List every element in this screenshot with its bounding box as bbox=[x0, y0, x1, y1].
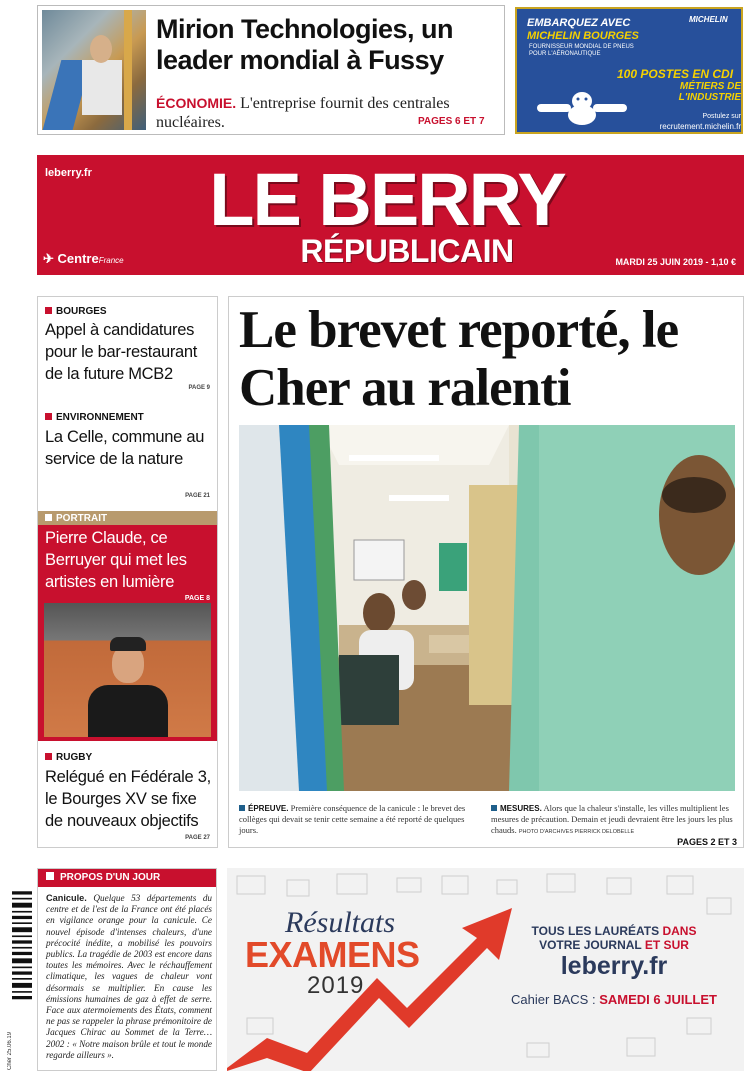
headline-bourges[interactable]: Appel à candidatures pour le bar-restaurant de la future MCB2 bbox=[45, 321, 198, 383]
teaser-body bbox=[156, 94, 456, 132]
centre-france-icon: ✈ bbox=[43, 251, 54, 266]
centre-france-logo: ✈ CentreFrance bbox=[43, 251, 124, 266]
masthead bbox=[37, 155, 744, 275]
michelin-man-icon bbox=[527, 87, 637, 127]
page-ref-rugby: PAGE 27 bbox=[185, 835, 210, 841]
propos-box bbox=[37, 868, 217, 1071]
ad-jobs: 100 POSTES EN CDI bbox=[617, 67, 734, 81]
exam-results-promo[interactable] bbox=[227, 868, 744, 1071]
section-environnement: ENVIRONNEMENT bbox=[45, 412, 144, 423]
section-rugby: RUGBY bbox=[45, 752, 92, 763]
caption-epreuve: ÉPREUVE. Première conséquence de la canicule : le brevet des collèges qui devait se tenir cette semaine a été reporté de quelques jours. bbox=[239, 803, 466, 835]
exam-script-title: Résultats bbox=[285, 906, 395, 939]
exam-line1: TOUS LES LAURÉATS DANS bbox=[531, 924, 697, 938]
masthead-subtitle: RÉPUBLICAIN bbox=[300, 233, 514, 269]
headline-environnement[interactable]: La Celle, commune au service de la nature bbox=[45, 428, 205, 468]
page-ref-environnement: PAGE 21 bbox=[185, 493, 210, 499]
exam-site[interactable]: leberry.fr bbox=[560, 952, 668, 980]
propos-title: PROPOS D'UN JOUR bbox=[46, 872, 160, 883]
ad-line2: MICHELIN BOURGES bbox=[527, 30, 639, 42]
exam-big-title: EXAMENS bbox=[245, 934, 420, 975]
masthead-title: LE BERRY bbox=[209, 158, 565, 241]
ad-apply-url[interactable]: recrutement.michelin.fr bbox=[659, 122, 741, 131]
teaser-text: L'entreprise fournit des centrales nucléaires. bbox=[156, 95, 450, 131]
masthead-url[interactable]: leberry.fr bbox=[45, 167, 92, 179]
michelin-ad[interactable] bbox=[515, 7, 743, 134]
section-portrait: PORTRAIT bbox=[45, 513, 107, 524]
issue-date-price: MARDI 25 JUIN 2019 - 1,10 € bbox=[615, 257, 736, 267]
exam-line2: VOTRE JOURNAL ET SUR bbox=[539, 938, 689, 952]
main-article bbox=[228, 296, 744, 848]
teaser-kicker: ÉCONOMIE. bbox=[156, 95, 237, 111]
ad-line3: FOURNISSEUR MONDIAL DE PNEUS POUR L'AÉRONAUTIQUE bbox=[529, 44, 634, 57]
left-column bbox=[37, 296, 218, 848]
barcode-meta: Cher 25.06.19 bbox=[7, 1031, 13, 1070]
ad-apply-label: Postulez sur bbox=[702, 113, 741, 120]
main-headline[interactable]: Le brevet reporté, le Cher au ralenti bbox=[239, 301, 679, 417]
exam-line4: Cahier BACS : SAMEDI 6 JUILLET bbox=[511, 992, 717, 1007]
portrait-photo bbox=[44, 603, 211, 737]
exam-year: 2019 bbox=[307, 972, 365, 999]
teaser-title[interactable]: Mirion Technologies, un leader mondial à Fussy bbox=[156, 14, 453, 75]
michelin-logo: MICHELIN bbox=[689, 15, 728, 24]
page-ref-portrait: PAGE 8 bbox=[184, 595, 210, 602]
caption-mesures: MESURES. Alors que la chaleur s'installe, les villes multiplient les mesures de précaution. Demain et jeudi devraient être les jours les plus chauds. PHOTO D'ARCHIVES PIERRICK DELOBELLE bbox=[491, 803, 733, 835]
classroom-photo bbox=[239, 425, 735, 791]
teaser-photo bbox=[42, 10, 146, 130]
page-ref-bourges: PAGE 9 bbox=[188, 385, 210, 391]
ad-line1: EMBARQUEZ AVEC bbox=[527, 17, 631, 29]
photo-credit: PHOTO D'ARCHIVES PIERRICK DELOBELLE bbox=[518, 829, 635, 835]
main-pages: PAGES 2 ET 3 bbox=[677, 837, 737, 847]
headline-rugby[interactable]: Relégué en Fédérale 3, le Bourges XV se fixe de nouveaux objectifs bbox=[45, 768, 211, 830]
teaser-box[interactable] bbox=[37, 5, 505, 135]
portrait-box[interactable] bbox=[38, 511, 217, 741]
section-bourges: BOURGES bbox=[45, 306, 107, 317]
headline-portrait[interactable]: Pierre Claude, ce Berruyer qui met les artistes en lumière bbox=[45, 529, 187, 591]
teaser-pages: PAGES 6 ET 7 bbox=[418, 116, 485, 127]
propos-text: Canicule. Quelque 53 départements du centre et de l'est de la France ont été placés en vigilance orange pour la canicule. Ce nouvel épisode d'intenses chaleurs, d'une précocité inédite, a mobilisé les pouvoirs publics. La tragédie de 2003 est encore dans toutes les mémoires. Avec le réchauffement climatique, les vagues de chaleur vont désormais se multiplier. En cause les émissions humaines de gaz à effet de serre. Face aux atermoiements des États, comment ne pas se rappeler la phrase prémonitoire de Jacques Chirac au Sommet de la Terre… 2002 : « Notre maison brûle et tout le monde regarde ailleurs ». bbox=[46, 893, 213, 1060]
ad-trades: MÉTIERS DE L'INDUSTRIE bbox=[678, 81, 741, 103]
